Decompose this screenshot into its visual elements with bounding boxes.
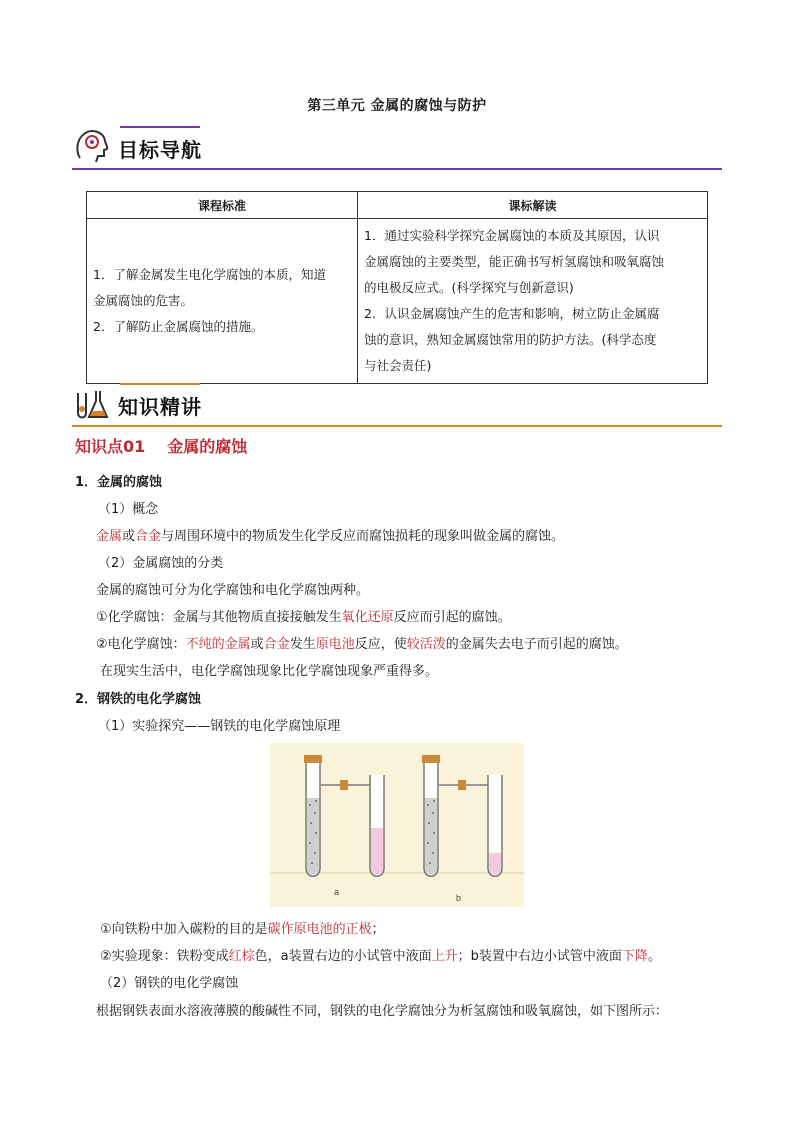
phenomenon-text: [100, 945, 661, 964]
text: 的金属失去电子而引起的腐蚀。: [445, 637, 628, 652]
section-header-knowledge: [72, 383, 722, 427]
highlight: 较活泼: [406, 637, 446, 652]
text: ②电化学腐蚀：: [96, 637, 186, 652]
text: 。: [647, 949, 661, 964]
text: 反应而引起的腐蚀。: [393, 610, 511, 625]
steel-corrosion-text: 根据钢铁表面水溶液薄膜的酸碱性不同，钢铁的电化学腐蚀分为析氢腐蚀和吸氧腐蚀，如下图所示：: [96, 1004, 669, 1019]
highlight: 原电池: [315, 637, 355, 652]
text: 反应，使: [354, 637, 407, 652]
highlight: 上升: [431, 949, 458, 964]
text: ；b装置中右边小试管中液面: [457, 949, 622, 964]
standard-line: 金属腐蚀的危害。: [93, 293, 194, 308]
highlight: 碳作原电池的正极: [267, 922, 372, 937]
standard-cell: [87, 219, 358, 384]
heading-metal-corrosion: 1．金属的腐蚀: [75, 475, 163, 490]
section-title: 目标导航: [118, 138, 202, 162]
concept-text: [96, 525, 564, 544]
text: 色，a装置右边的小试管中液面: [254, 949, 432, 964]
highlight: 氧化还原: [341, 610, 394, 625]
highlight: 金属: [96, 529, 123, 544]
standard-line: 2．了解防止金属腐蚀的措施。: [93, 319, 264, 334]
standard-line: 1．了解金属发生电化学腐蚀的本质，知道: [93, 267, 326, 282]
table-header-interpretation: 课标解读: [358, 192, 708, 219]
text: 发生: [289, 637, 316, 652]
subheading-classification: （2）金属腐蚀的分类: [98, 556, 224, 571]
subheading-concept: （1）概念: [98, 502, 159, 517]
electrochemical-corrosion-text: [96, 633, 628, 652]
section-topline: [120, 126, 200, 128]
figure-label-a: a: [334, 887, 340, 897]
text: 与周围环境中的物质发生化学反应而腐蚀损耗的现象叫做金属的腐蚀。: [161, 529, 565, 544]
subheading-steel-electrochemical: （2）钢铁的电化学腐蚀: [100, 976, 239, 991]
brain-head-icon: [72, 126, 112, 166]
interpretation-line: 2．认识金属腐蚀产生的危害和影响，树立防止金属腐: [364, 306, 660, 321]
highlight: 下降: [621, 949, 648, 964]
classification-text: 金属的腐蚀可分为化学腐蚀和电化学腐蚀两种。: [96, 583, 370, 598]
reality-text: 在现实生活中，电化学腐蚀现象比化学腐蚀现象严重得多。: [100, 664, 439, 679]
interpretation-line: 1．通过实验科学探究金属腐蚀的本质及其原因，认识: [364, 228, 660, 243]
chemical-corrosion-text: [96, 606, 511, 625]
subheading-experiment: （1）实验探究——钢铁的电化学腐蚀原理: [98, 719, 341, 734]
knowledge-point-name: 金属的腐蚀: [167, 437, 248, 456]
text: ①化学腐蚀：金属与其他物质直接接触发生: [96, 610, 342, 625]
curriculum-table: [86, 191, 708, 384]
section-divider: [72, 168, 722, 170]
interpretation-line: 蚀的意识，熟知金属腐蚀常用的防护方法。(科学态度: [364, 332, 657, 347]
text: ①向铁粉中加入碳粉的目的是: [100, 922, 268, 937]
text: 或: [250, 637, 264, 652]
highlight: 合金: [135, 529, 162, 544]
purpose-text: [100, 918, 385, 937]
text: 或: [122, 529, 136, 544]
section-topline: [120, 383, 200, 385]
interpretation-cell: [358, 219, 708, 384]
table-header-standard: 课程标准: [87, 192, 358, 219]
section-title: 知识精讲: [118, 395, 202, 419]
knowledge-point-number: 知识点01: [75, 437, 146, 456]
highlight: 红棕: [228, 949, 255, 964]
section-header-goal: [72, 126, 722, 170]
page-title: 第三单元 金属的腐蚀与防护: [307, 98, 487, 114]
interpretation-line: 金属腐蚀的主要类型，能正确书写析氢腐蚀和吸氧腐蚀: [364, 254, 665, 269]
flask-icon: [72, 383, 112, 423]
knowledge-point-title: [75, 434, 269, 457]
section-divider: [72, 425, 722, 427]
interpretation-line: 与社会责任): [364, 358, 432, 373]
experiment-figure: [270, 743, 524, 907]
interpretation-line: 的电极反应式。(科学探究与创新意识): [364, 280, 574, 295]
highlight: 不纯的金属: [185, 637, 251, 652]
text: ；: [371, 922, 385, 937]
heading-steel-corrosion: 2．钢铁的电化学腐蚀: [75, 692, 202, 707]
text: ②实验现象：铁粉变成: [100, 949, 229, 964]
highlight: 合金: [263, 637, 290, 652]
figure-label-b: b: [456, 893, 462, 903]
